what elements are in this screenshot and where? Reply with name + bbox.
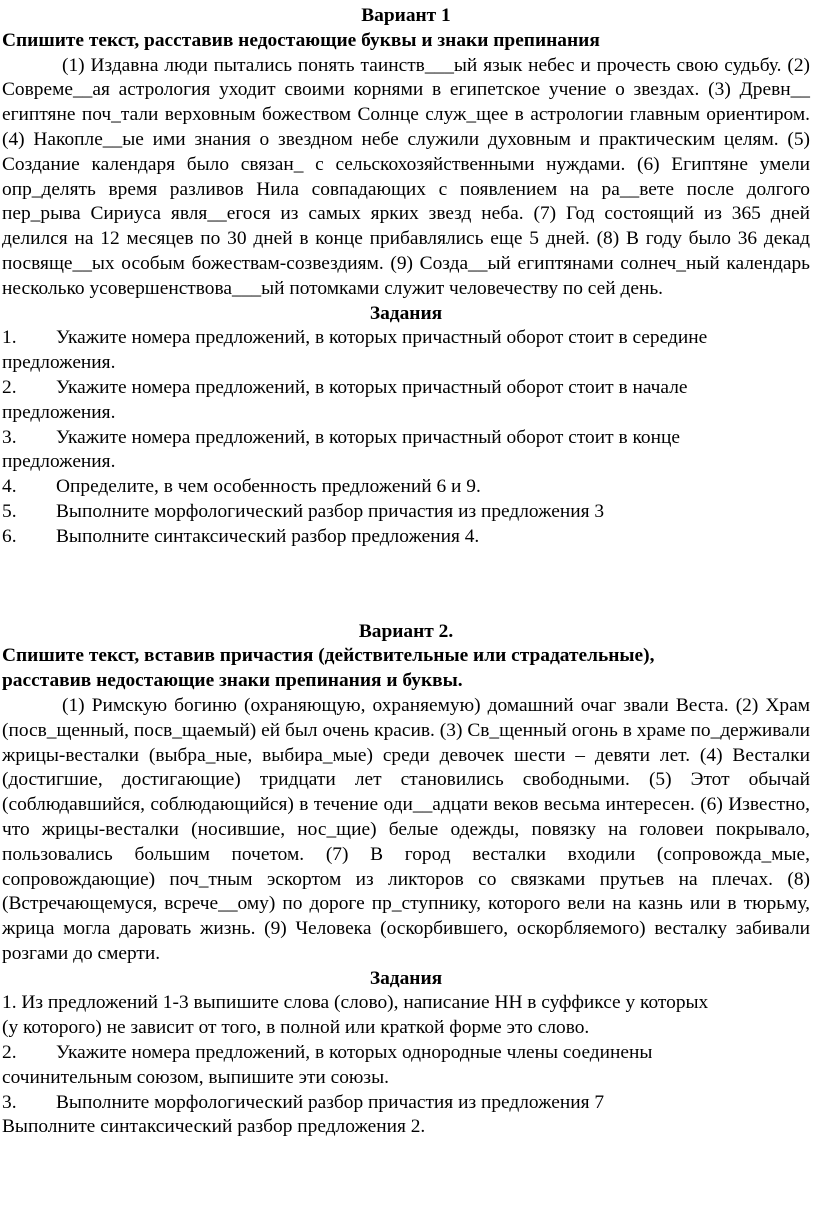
task-number: 6.	[2, 525, 17, 547]
task-number: 2.	[2, 376, 17, 398]
task-text-cont: предложения.	[2, 451, 116, 473]
task-item	[2, 1041, 810, 1091]
task-item	[2, 426, 810, 476]
task-text: Определите, в чем особенность предложений 6 и 9.	[56, 476, 481, 498]
task-number: 5.	[2, 500, 17, 522]
variant-2-instruction-line1: Спишите текст, вставив причастия (действительные или страдательные),	[2, 645, 655, 667]
variant-2-instruction-line2: расставив недостающие знаки препинания и буквы.	[2, 670, 463, 692]
task-item	[2, 1091, 810, 1116]
task-item	[2, 991, 810, 1041]
task-text-cont: (у которого) не зависит от того, в полной или краткой форме это слово.	[2, 1017, 590, 1039]
task-number: 4.	[2, 476, 17, 498]
task-text: Укажите номера предложений, в которых причастный оборот стоит в середине	[56, 327, 708, 349]
variant-1-text: (1) Издавна люди пытались понять таинств___ый язык небес и прочесть свою судьбу. (2) Совреме__ая астрология уходит своими корнями в египетское учение о звездах. (3) Древн__ египтяне поч_тали верховным божеством Солнце служ_щее в астрологии главным ориентиром. (4) Накопле__ые ими знания о звездном небе служили духовным и практическим целям. (5) Создание календаря было связан_ с сельскохозяйственными нуждами. (6) Египтяне умели опр_делять время разливов Нила совпадающих с появлением на ра__вете после долгого пер_рыва Сириуса явля__егося из самых ярких звезд неба. (7) Год состоящий из 365 дней делился на 12 месяцев по 30 дней в конце прибавлялись еще 5 дней. (8) В году было 36 декад посвяще__ых особым божествам-созвездиям. (9) Созда__ый египтянами солнеч_ный календарь несколько усовершенствова___ый потомками служит человечеству по сей день.	[2, 54, 810, 299]
task-text: 1. Из предложений 1-3 выпишите слова (слово), написание НН в суффиксе у которых	[2, 992, 709, 1014]
task-text: Выполните синтаксический разбор предложения 4.	[56, 525, 480, 547]
task-text: Укажите номера предложений, в которых причастный оборот стоит в конце	[56, 426, 680, 448]
task-text: Укажите номера предложений, в которых однородные члены соединены	[56, 1042, 653, 1064]
task-text: Выполните морфологический разбор причастия из предложения 7	[56, 1091, 605, 1113]
variant-1-tasks-title: Задания	[369, 302, 443, 324]
task-text-cont: сочинительным союзом, выпишите эти союзы.	[2, 1066, 389, 1088]
task-number: 2.	[2, 1042, 17, 1064]
task-text: Выполните морфологический разбор причастия из предложения 3	[56, 500, 605, 522]
task-item	[2, 475, 810, 500]
variant-2-tasks-title: Задания	[369, 967, 443, 989]
task-item	[2, 525, 810, 550]
task-item	[2, 500, 810, 525]
variant-1-title: Вариант 1	[361, 5, 451, 26]
task-number: 3.	[2, 426, 17, 448]
task-text: Укажите номера предложений, в которых причастный оборот стоит в начале	[56, 376, 688, 398]
variant-1-instruction: Спишите текст, расставив недостающие буквы и знаки препинания	[2, 29, 600, 51]
task-item	[2, 376, 810, 426]
task-text-cont: предложения.	[2, 352, 116, 374]
task-number: 1.	[2, 327, 17, 349]
variant-2-title: Вариант 2.	[358, 620, 454, 642]
task-item	[2, 326, 810, 376]
task-text-cont: предложения.	[2, 401, 116, 423]
task-number: 3.	[2, 1091, 17, 1113]
variant-1-task-list	[2, 326, 810, 549]
variant-2-text: (1) Римскую богиню (охраняющую, охраняемую) домашний очаг звали Веста. (2) Храм (посв_щенный, посв_щаемый) ей был очень красив. (3) Св_щенный огонь в храме по_держивали жрицы-весталки (выбра_ные, выбира_мые) среди девочек шести – девяти лет. (4) Весталки (достигшие, достигающие) тридцати лет становились свободными. (5) Этот обычай (соблюдавшийся, соблюдающийся) в течение оди__адцати веков весьма интересен. (6) Известно, что жрицы-весталки (носившие, нос_щие) белые одежды, повязку на головеи покрывало, пользовались большим почетом. (7) В город весталки входили (сопровожда_мые, сопровождающие) поч_тным эскортом из ликторов со связками прутьев на плечах. (8) (Встречающемуся, всрече__ому) по дороге пр_ступнику, которого вели на казнь или в тюрьму, жрица могла даровать жизнь. (9) Человека (оскорбившего, оскорбляемого) весталку забивали розгами до смерти.	[2, 694, 810, 964]
task-item: Выполните синтаксический разбор предложения 2.	[2, 1116, 426, 1138]
section-spacer	[2, 550, 810, 620]
worksheet-page	[2, 0, 810, 1140]
variant-2-task-list	[2, 991, 810, 1140]
